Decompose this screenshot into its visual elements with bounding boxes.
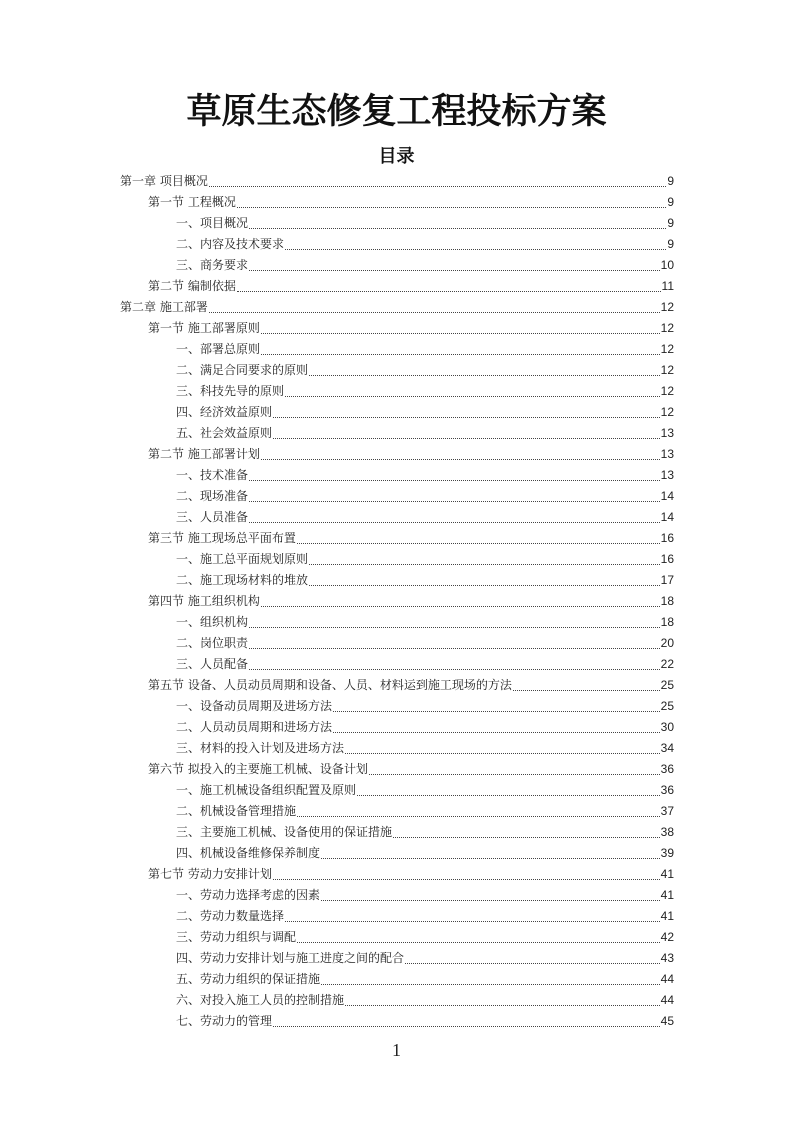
toc-entry-page-number: 12 (660, 405, 674, 419)
toc-entry-label: 一、设备动员周期及进场方法 (176, 699, 333, 713)
toc-entry-label: 第二章 施工部署 (120, 300, 208, 314)
toc-entry-level-3[interactable] (176, 654, 674, 675)
toc-entry-page-number: 9 (667, 195, 674, 209)
toc-entry-level-3[interactable] (176, 717, 674, 738)
toc-dot-leader (273, 1011, 660, 1032)
toc-dot-leader (273, 402, 660, 423)
toc-entry-page-number: 25 (660, 699, 674, 713)
toc-dot-leader (405, 948, 660, 969)
toc-dot-leader (297, 528, 660, 549)
toc-entry-page-number: 9 (667, 216, 674, 230)
toc-entry-level-3[interactable] (176, 402, 674, 423)
toc-entry-level-2[interactable] (148, 675, 674, 696)
page-number: 1 (392, 1040, 401, 1060)
toc-entry-label: 五、社会效益原则 (176, 426, 273, 440)
toc-entry-label: 三、材料的投入计划及进场方法 (176, 741, 345, 755)
toc-entry-level-3[interactable] (176, 780, 674, 801)
toc-entry-page-number: 34 (660, 741, 674, 755)
toc-entry-label: 一、劳动力选择考虑的因素 (176, 888, 321, 902)
toc-entry-level-3[interactable] (176, 948, 674, 969)
toc-entry-label: 四、经济效益原则 (176, 405, 273, 419)
toc-entry-label: 第一节 工程概况 (148, 195, 236, 209)
toc-entry-label: 一、组织机构 (176, 615, 249, 629)
toc-dot-leader (261, 444, 660, 465)
toc-entry-page-number: 11 (661, 279, 674, 293)
toc-entry-level-2[interactable] (148, 591, 674, 612)
toc-entry-label: 五、劳动力组织的保证措施 (176, 972, 321, 986)
toc-entry-label: 三、商务要求 (176, 258, 249, 272)
toc-entry-label: 三、主要施工机械、设备使用的保证措施 (176, 825, 393, 839)
toc-dot-leader (321, 885, 660, 906)
toc-entry-label: 二、内容及技术要求 (176, 237, 285, 251)
toc-entry-page-number: 41 (660, 867, 674, 881)
toc-entry-level-3[interactable] (176, 381, 674, 402)
toc-entry-page-number: 30 (660, 720, 674, 734)
toc-heading: 目录 (378, 146, 415, 167)
toc-dot-leader (273, 864, 660, 885)
toc-dot-leader (297, 801, 660, 822)
toc-entry-page-number: 17 (660, 573, 674, 587)
toc-entry-level-3[interactable] (176, 633, 674, 654)
toc-dot-leader (249, 255, 660, 276)
toc-entry-label: 三、人员配备 (176, 657, 249, 671)
toc-dot-leader (261, 318, 660, 339)
toc-dot-leader (309, 549, 660, 570)
toc-dot-leader (261, 339, 660, 360)
toc-entry-level-1[interactable] (120, 171, 674, 192)
toc-entry-level-2[interactable] (148, 318, 674, 339)
toc-entry-page-number: 9 (667, 237, 674, 251)
toc-entry-page-number: 44 (660, 972, 674, 986)
toc-dot-leader (249, 507, 660, 528)
toc-entry-label: 四、劳动力安排计划与施工进度之间的配合 (176, 951, 405, 965)
toc-entry-level-3[interactable] (176, 822, 674, 843)
toc-entry-label: 一、技术准备 (176, 468, 249, 482)
toc-entry-label: 二、施工现场材料的堆放 (176, 573, 309, 587)
toc-entry-level-3[interactable] (176, 990, 674, 1011)
toc-dot-leader (249, 486, 660, 507)
toc-entry-page-number: 12 (660, 300, 674, 314)
toc-entry-page-number: 20 (660, 636, 674, 650)
toc-entry-page-number: 10 (660, 258, 674, 272)
toc-dot-leader (261, 591, 660, 612)
toc-dot-leader (369, 759, 660, 780)
toc-entry-label: 三、劳动力组织与调配 (176, 930, 297, 944)
toc-entry-page-number: 16 (660, 552, 674, 566)
toc-entry-label: 第一节 施工部署原则 (148, 321, 260, 335)
toc-entry-label: 一、施工机械设备组织配置及原则 (176, 783, 357, 797)
toc-entry-level-3[interactable] (176, 612, 674, 633)
toc-dot-leader (321, 969, 660, 990)
toc-entry-label: 第一章 项目概况 (120, 174, 208, 188)
toc-entry-level-3[interactable] (176, 423, 674, 444)
toc-dot-leader (333, 717, 660, 738)
toc-entry-label: 第七节 劳动力安排计划 (148, 867, 272, 881)
toc-entry-page-number: 12 (660, 321, 674, 335)
toc-dot-leader (249, 213, 666, 234)
toc-entry-page-number: 39 (660, 846, 674, 860)
toc-entry-label: 第三节 施工现场总平面布置 (148, 531, 296, 545)
toc-entry-page-number: 18 (660, 594, 674, 608)
toc-entry-page-number: 14 (660, 510, 674, 524)
toc-dot-leader (249, 633, 660, 654)
toc-dot-leader (285, 906, 660, 927)
toc-dot-leader (249, 465, 660, 486)
toc-entry-level-3[interactable] (176, 801, 674, 822)
toc-entry-label: 三、科技先导的原则 (176, 384, 285, 398)
toc-entry-page-number: 42 (660, 930, 674, 944)
toc-entry-page-number: 22 (660, 657, 674, 671)
toc-dot-leader (309, 570, 660, 591)
toc-entry-label: 六、对投入施工人员的控制措施 (176, 993, 345, 1007)
toc-entry-page-number: 12 (660, 384, 674, 398)
toc-entry-page-number: 9 (667, 174, 674, 188)
toc-dot-leader (345, 738, 660, 759)
toc-entry-label: 四、机械设备维修保养制度 (176, 846, 321, 860)
toc-entry-page-number: 36 (660, 783, 674, 797)
toc-entry-level-2[interactable] (148, 444, 674, 465)
toc-entry-label: 第四节 施工组织机构 (148, 594, 260, 608)
toc-entry-page-number: 12 (660, 363, 674, 377)
toc-entry-page-number: 13 (660, 468, 674, 482)
toc-entry-label: 二、满足合同要求的原则 (176, 363, 309, 377)
toc-entry-level-3[interactable] (176, 927, 674, 948)
toc-entry-level-3[interactable] (176, 255, 674, 276)
toc-entry-level-3[interactable] (176, 507, 674, 528)
toc-entry-page-number: 38 (660, 825, 674, 839)
toc-entry-level-3[interactable] (176, 465, 674, 486)
toc-dot-leader (333, 696, 660, 717)
toc-entry-label: 第六节 拟投入的主要施工机械、设备计划 (148, 762, 368, 776)
toc-entry-level-1[interactable] (120, 297, 674, 318)
toc-dot-leader (513, 675, 660, 696)
toc-entry-page-number: 13 (660, 426, 674, 440)
toc-entry-page-number: 41 (660, 909, 674, 923)
toc-entry-page-number: 45 (660, 1014, 674, 1028)
toc-entry-page-number: 41 (660, 888, 674, 902)
toc-dot-leader (321, 843, 660, 864)
toc-dot-leader (237, 276, 661, 297)
toc-entry-page-number: 13 (660, 447, 674, 461)
toc-entry-level-3[interactable] (176, 486, 674, 507)
toc-dot-leader (273, 423, 660, 444)
toc-dot-leader (357, 780, 660, 801)
toc-entry-label: 二、人员动员周期和进场方法 (176, 720, 333, 734)
toc-entry-page-number: 16 (660, 531, 674, 545)
toc-entry-label: 一、项目概况 (176, 216, 249, 230)
toc-entry-page-number: 44 (660, 993, 674, 1007)
toc-entry-page-number: 37 (660, 804, 674, 818)
toc-entry-level-3[interactable] (176, 906, 674, 927)
toc-entry-page-number: 25 (660, 678, 674, 692)
toc-entry-level-2[interactable] (148, 192, 674, 213)
toc-entry-level-2[interactable] (148, 759, 674, 780)
toc-dot-leader (209, 297, 660, 318)
toc-entry-label: 二、机械设备管理措施 (176, 804, 297, 818)
toc-entry-level-3[interactable] (176, 213, 674, 234)
toc-entry-level-2[interactable] (148, 528, 674, 549)
toc-entry-page-number: 43 (660, 951, 674, 965)
document-title: 草原生态修复工程投标方案 (186, 92, 607, 132)
toc-entry-level-3[interactable] (176, 696, 674, 717)
toc-entry-label: 第二节 编制依据 (148, 279, 236, 293)
toc-dot-leader (285, 381, 660, 402)
toc-dot-leader (345, 990, 660, 1011)
toc-entry-label: 二、劳动力数量选择 (176, 909, 285, 923)
toc-entry-label: 七、劳动力的管理 (176, 1014, 273, 1028)
toc-entry-level-2[interactable] (148, 276, 674, 297)
toc-entry-level-3[interactable] (176, 570, 674, 591)
toc-entry-page-number: 12 (660, 342, 674, 356)
toc-entry-label: 二、现场准备 (176, 489, 249, 503)
toc-entry-level-3[interactable] (176, 339, 674, 360)
toc-entry-level-3[interactable] (176, 549, 674, 570)
toc-dot-leader (393, 822, 660, 843)
toc-entry-level-2[interactable] (148, 864, 674, 885)
toc-entry-label: 第二节 施工部署计划 (148, 447, 260, 461)
toc-entry-label: 一、施工总平面规划原则 (176, 552, 309, 566)
toc-entry-level-3[interactable] (176, 969, 674, 990)
toc-dot-leader (209, 171, 666, 192)
toc-entry-level-3[interactable] (176, 843, 674, 864)
toc-dot-leader (285, 234, 666, 255)
toc-entry-level-3[interactable] (176, 234, 674, 255)
toc-entry-level-3[interactable] (176, 738, 674, 759)
toc-entry-level-3[interactable] (176, 885, 674, 906)
toc-entry-page-number: 18 (660, 615, 674, 629)
toc-dot-leader (249, 612, 660, 633)
toc-entry-level-3[interactable] (176, 1011, 674, 1032)
toc-entry-label: 二、岗位职责 (176, 636, 249, 650)
toc-entry-level-3[interactable] (176, 360, 674, 381)
toc-entry-label: 一、部署总原则 (176, 342, 261, 356)
toc-dot-leader (237, 192, 666, 213)
toc-entry-label: 三、人员准备 (176, 510, 249, 524)
toc-entry-page-number: 14 (660, 489, 674, 503)
toc-entry-label: 第五节 设备、人员动员周期和设备、人员、材料运到施工现场的方法 (148, 678, 512, 692)
toc-dot-leader (309, 360, 660, 381)
toc-dot-leader (249, 654, 660, 675)
toc-dot-leader (297, 927, 660, 948)
toc-entry-page-number: 36 (660, 762, 674, 776)
